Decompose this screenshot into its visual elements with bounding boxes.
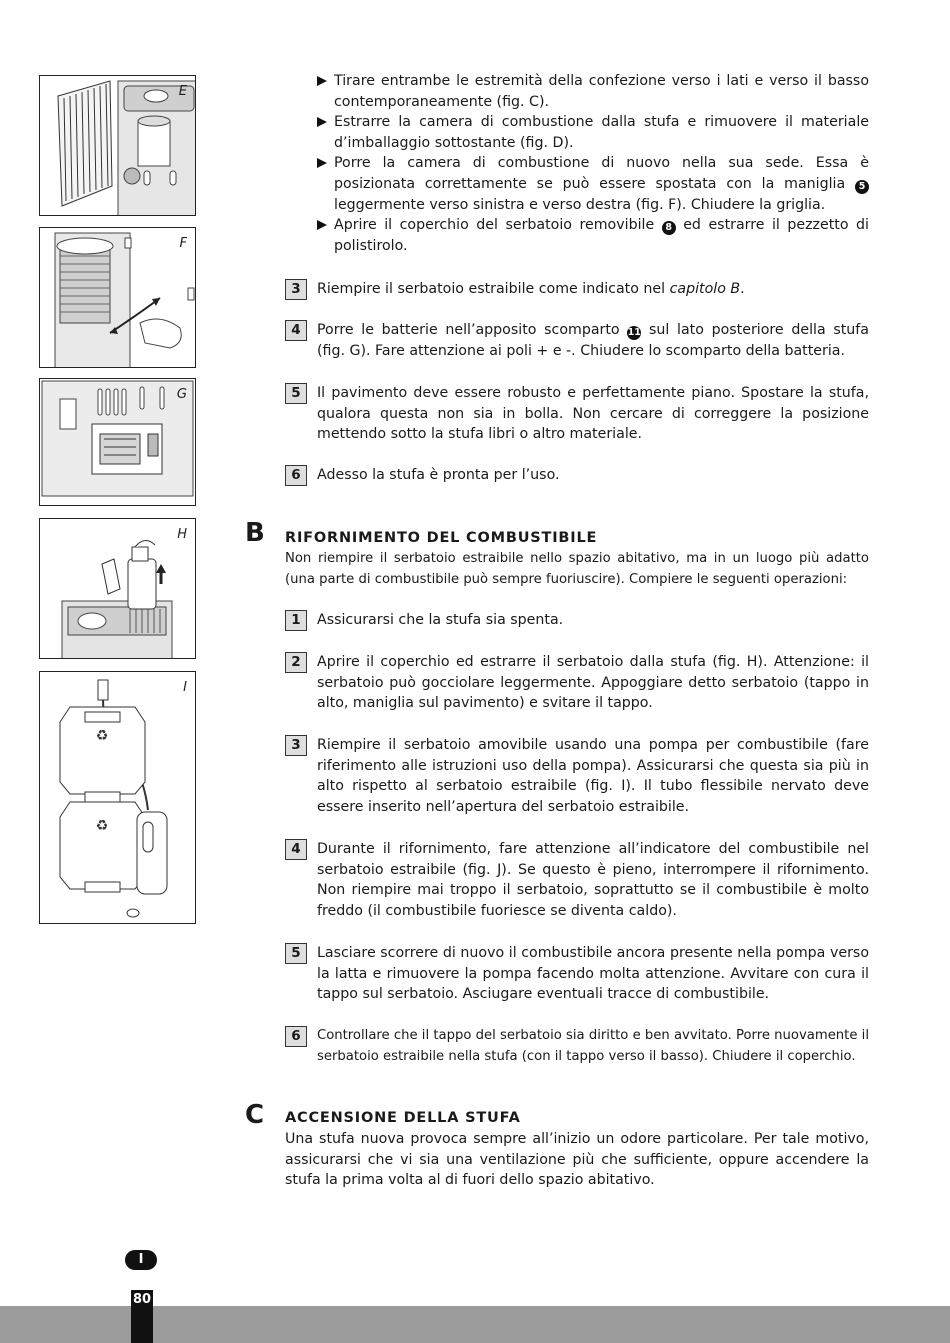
step-text: Riempire il serbatoio estraibile come indicato nel — [317, 281, 670, 297]
bullet-text: Aprire il coperchio del serbatoio removibile — [334, 217, 662, 234]
figure-e-illustration — [40, 76, 195, 215]
part-number-marker: 5 — [855, 180, 869, 194]
bullet-text: Estrarre la camera di combustione dalla stufa e rimuovere il materiale d’imballaggio sottostante (fig. D). — [334, 114, 869, 151]
bullet-item — [317, 153, 869, 215]
figure-h-illustration — [40, 519, 195, 658]
step-number: 6 — [285, 1026, 307, 1047]
bullet-text: Porre la camera di combustione di nuovo nella sua sede. Essa è posizionata correttamente se può essere spostata con la maniglia — [334, 155, 869, 192]
bullet-item — [317, 71, 869, 112]
figure-g-label: G — [176, 387, 187, 402]
section-b-letter: B — [245, 518, 265, 548]
step-b-6 — [285, 1026, 869, 1067]
figure-g — [39, 378, 196, 506]
bullet-text: ed estrarre il pezzetto di polistirolo. — [334, 217, 869, 254]
step-text: Aprire il coperchio ed estrarre il serbatoio dalla stufa (fig. H). Attenzione: il serbatoio può gocciolare leggermente. Appoggiare detto serbatoio (tappo in alto, maniglia sul pavimento) e svitare il tappo. — [317, 654, 869, 712]
page-number: 80 — [132, 1292, 152, 1307]
step-number: 1 — [285, 610, 307, 631]
figure-h — [39, 518, 196, 659]
figure-i-label: I — [183, 680, 187, 695]
step-text: Riempire il serbatoio amovibile usando una pompa per combustibile (fare riferimento alle istruzioni uso della pompa). Assicurarsi che questa sia più in alto rispetto al serbatoio estraibile (fig. I). Il tubo flessibile nervato deve essere inserito nell’apertura del serbatoio estraibile. — [317, 737, 869, 815]
step-text: Durante il rifornimento, fare attenzione all’indicatore del combustibile nel serbatoio estraibile (fig. J). Se questo è pieno, interrompere il rifornimento. Non riempire mai troppo il serbatoio, soprattutto se il combustibile è molto freddo (il combustibile fuoriesce se diventa caldo). — [317, 841, 869, 919]
step-text: Controllare che il tappo del serbatoio sia diritto e ben avvitato. Porre nuovamente il serbatoio estraibile nella stufa (con il tappo verso il basso). Chiudere il coperchio. — [317, 1028, 869, 1064]
svg-text:♻: ♻ — [95, 818, 109, 834]
bullet-item — [317, 215, 869, 256]
figure-i-illustration — [40, 672, 195, 923]
step-text: Il pavimento deve essere robusto e perfettamente piano. Spostare la stufa, qualora questa non sia in bolla. Non cercare di correggere la posizione mettendo sotto la stufa libri o altro materiale. — [317, 385, 869, 443]
step-b-5 — [285, 943, 869, 1005]
bullet-item — [317, 112, 869, 153]
step-b-3 — [285, 735, 869, 817]
figure-h-label: H — [177, 527, 187, 542]
bullet-text: Tirare entrambe le estremità della confezione verso i lati e verso il basso contemporaneamente (fig. C). — [334, 73, 869, 110]
part-number-marker: 11 — [627, 327, 641, 338]
figure-f-illustration — [40, 228, 195, 367]
step-text: Lasciare scorrere di nuovo il combustibile ancora presente nella pompa verso la latta e rimuovere la pompa facendo molta attenzione. Avvitare con cura il tappo sul serbatoio. Asciugare eventuali tracce di combustibile. — [317, 945, 869, 1003]
step-number: 4 — [285, 839, 307, 860]
language-tab: I — [125, 1250, 157, 1270]
section-b-intro: Non riempire il serbatoio estraibile nello spazio abitativo, ma in un luogo più adatto (una parte di combustibile può sempre fuoriuscire). Compiere le seguenti operazioni: — [285, 551, 869, 587]
bullet-arrow-icon — [317, 220, 327, 230]
step-b-4 — [285, 839, 869, 921]
step-a-4 — [285, 320, 869, 361]
step-number: 5 — [285, 383, 307, 404]
svg-text:♻: ♻ — [95, 728, 109, 744]
step-text: sul lato posteriore della stufa (fig. G). Fare attenzione ai poli + e -. Chiudere lo scomparto della batteria. — [317, 322, 869, 359]
step-a-3 — [285, 279, 869, 300]
figure-e-label: E — [178, 84, 187, 99]
part-number-marker: 8 — [662, 221, 676, 235]
section-c-letter: C — [245, 1100, 265, 1130]
section-b-title: RIFORNIMENTO DEL COMBUSTIBILE — [285, 530, 598, 546]
step-text: Porre le batterie nell’apposito scomparto — [317, 322, 628, 338]
step-number: 3 — [285, 735, 307, 756]
figure-f-label: F — [179, 236, 187, 251]
step-text: . — [740, 281, 745, 297]
step-number: 3 — [285, 279, 307, 300]
figure-f — [39, 227, 196, 368]
step-b-2 — [285, 652, 869, 714]
step-a-6 — [285, 465, 869, 486]
bullet-arrow-icon — [317, 76, 327, 86]
bullet-text: leggermente verso sinistra e verso destra (fig. F). Chiudere la griglia. — [334, 196, 826, 213]
step-number: 4 — [285, 320, 307, 341]
bullet-arrow-icon — [317, 158, 327, 168]
step-text: Adesso la stufa è pronta per l’uso. — [317, 467, 560, 483]
step-text: Assicurarsi che la stufa sia spenta. — [317, 612, 564, 628]
bullet-list — [317, 71, 869, 256]
section-c-title: ACCENSIONE DELLA STUFA — [285, 1110, 521, 1126]
step-number: 6 — [285, 465, 307, 486]
step-b-1 — [285, 610, 869, 631]
figure-i — [39, 671, 196, 924]
section-c-intro: Una stufa nuova provoca sempre all’inizio un odore particolare. Per tale motivo, assicurarsi che vi sia una ventilazione più che sufficiente, oppure accendere la stufa la prima volta al di fuori dello spazio abitativo. — [285, 1131, 869, 1189]
step-number: 5 — [285, 943, 307, 964]
step-a-5 — [285, 383, 869, 445]
step-number: 2 — [285, 652, 307, 673]
bullet-arrow-icon — [317, 117, 327, 127]
figure-e — [39, 75, 196, 216]
figure-g-illustration — [40, 379, 195, 505]
chapter-reference: capitolo B — [669, 281, 741, 297]
